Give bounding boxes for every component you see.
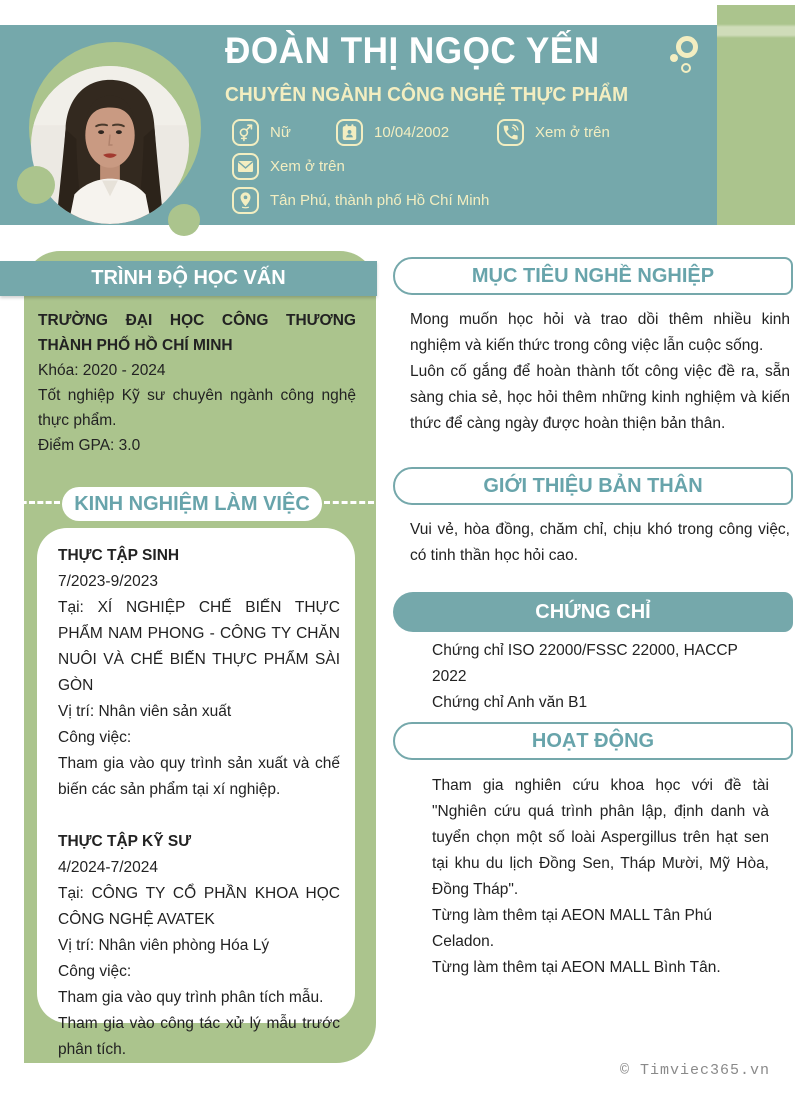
section-title-introduction: GIỚI THIỆU BẢN THÂN bbox=[393, 467, 793, 505]
dash-line-right bbox=[324, 501, 374, 504]
certificate-line: Chứng chỉ Anh văn B1 bbox=[432, 694, 588, 711]
introduction-paragraph: Vui vẻ, hòa đồng, chăm chỉ, chịu khó trong công việc, có tinh thần học hỏi cao. bbox=[410, 521, 790, 564]
section-title-education: TRÌNH ĐỘ HỌC VẤN bbox=[0, 261, 377, 296]
education-line: Khóa: 2020 - 2024 bbox=[38, 362, 166, 379]
experience-work-label: Công việc: bbox=[58, 963, 132, 980]
major-subtitle: CHUYÊN NGÀNH CÔNG NGHỆ THỰC PHẨM bbox=[225, 84, 629, 106]
profile-photo bbox=[31, 66, 189, 224]
contact-gender bbox=[232, 119, 291, 146]
section-title-activities: HOẠT ĐỘNG bbox=[393, 722, 793, 760]
objective-paragraph: Luôn cố gắng để hoàn thành tốt công việc đề ra, sẵn sàng chia sẻ, học hỏi thêm những kinh nghiệm và kiến thức để càng ngày được hoàn thiện bản thân. bbox=[410, 363, 790, 432]
contact-email bbox=[232, 153, 345, 180]
decor-ring-large bbox=[676, 36, 698, 58]
decor-circle-left bbox=[17, 166, 55, 204]
experience-period: 7/2023-9/2023 bbox=[58, 573, 158, 590]
decor-dot bbox=[670, 54, 678, 62]
dob-value: 10/04/2002 bbox=[374, 124, 450, 141]
education-school: TRƯỜNG ĐẠI HỌC CÔNG THƯƠNG THÀNH PHỐ HỒ CHÍ MINH bbox=[38, 312, 356, 354]
decor-ring-small bbox=[681, 63, 691, 73]
experience-position: Vị trí: Nhân viên sản xuất bbox=[58, 703, 232, 720]
section-title-experience: KINH NGHIỆM LÀM VIỆC bbox=[62, 487, 322, 521]
dash-line-left bbox=[4, 501, 60, 504]
phone-value: Xem ở trên bbox=[535, 124, 610, 141]
calendar-icon bbox=[336, 119, 363, 146]
experience-task: Tham gia vào quy trình phân tích mẫu. bbox=[58, 989, 324, 1006]
mail-icon bbox=[232, 153, 259, 180]
activity-line: Từng làm thêm tại AEON MALL Bình Tân. bbox=[432, 959, 721, 976]
education-line: Tốt nghiệp Kỹ sư chuyên ngành công nghệ thực phẩm. bbox=[38, 387, 356, 429]
phone-icon bbox=[497, 119, 524, 146]
section-title-objective: MỤC TIÊU NGHỀ NGHIỆP bbox=[393, 257, 793, 295]
experience-task: Tham gia vào quy trình sản xuất và chế biến các sản phẩm tại xí nghiệp. bbox=[58, 755, 340, 798]
contact-address bbox=[232, 187, 489, 214]
objective-paragraph: Mong muốn học hỏi và trao dồi thêm nhiều kinh nghiệm và kiến thức trong công việc lẫn cuộc sống. bbox=[410, 311, 790, 354]
gender-icon bbox=[232, 119, 259, 146]
experience-place: Tại: XÍ NGHIỆP CHẾ BIẾN THỰC PHẨM NAM PHONG - CÔNG TY CHĂN NUÔI VÀ CHẾ BIẾN THỰC PHẨM SÀI GÒN bbox=[58, 599, 340, 694]
certificates-text bbox=[432, 638, 773, 716]
experience-entry bbox=[58, 829, 340, 1063]
experience-role: THỰC TẬP KỸ SƯ bbox=[58, 833, 192, 850]
experience-card bbox=[37, 528, 355, 1058]
activities-text bbox=[432, 773, 769, 981]
header-green-strip bbox=[717, 5, 795, 225]
experience-entry bbox=[58, 543, 340, 803]
objective-text bbox=[410, 307, 790, 437]
page-title: ĐOÀN THỊ NGỌC YẾN bbox=[225, 30, 600, 71]
education-line: Điểm GPA: 3.0 bbox=[38, 437, 141, 454]
contact-dob bbox=[336, 119, 449, 146]
introduction-text bbox=[410, 517, 790, 569]
email-value: Xem ở trên bbox=[270, 158, 345, 175]
experience-position: Vị trí: Nhân viên phòng Hóa Lý bbox=[58, 937, 270, 954]
address-value: Tân Phú, thành phố Hồ Chí Minh bbox=[270, 192, 490, 209]
experience-task: Tham gia vào công tác xử lý mẫu trước phân tích. bbox=[58, 1015, 340, 1058]
contact-phone bbox=[497, 119, 610, 146]
gender-value: Nữ bbox=[270, 124, 291, 141]
experience-place: Tại: CÔNG TY CỔ PHẦN KHOA HỌC CÔNG NGHỆ AVATEK bbox=[58, 885, 340, 928]
experience-role: THỰC TẬP SINH bbox=[58, 547, 180, 564]
education-content bbox=[38, 308, 356, 458]
section-title-certificates: CHỨNG CHỈ bbox=[393, 592, 793, 632]
certificate-line: Chứng chỉ ISO 22000/FSSC 22000, HACCP 2022 bbox=[432, 642, 738, 685]
activity-paragraph: Tham gia nghiên cứu khoa học với đề tài "Nghiên cứu quá trình phân lập, định danh và tuyển chọn một số loài Aspergillus trên hạt sen tại khu du lịch Đồng Sen, Tháp Mười, Mỹ Hòa, Đồng Tháp". bbox=[432, 777, 769, 898]
watermark-credit: © Timviec365.vn bbox=[619, 1062, 770, 1079]
experience-work-label: Công việc: bbox=[58, 729, 132, 746]
experience-period: 4/2024-7/2024 bbox=[58, 859, 158, 876]
right-column bbox=[393, 257, 793, 1057]
activity-line: Từng làm thêm tại AEON MALL Tân Phú Celadon. bbox=[432, 907, 713, 950]
decor-circle-bottom bbox=[168, 204, 200, 236]
location-icon bbox=[232, 187, 259, 214]
